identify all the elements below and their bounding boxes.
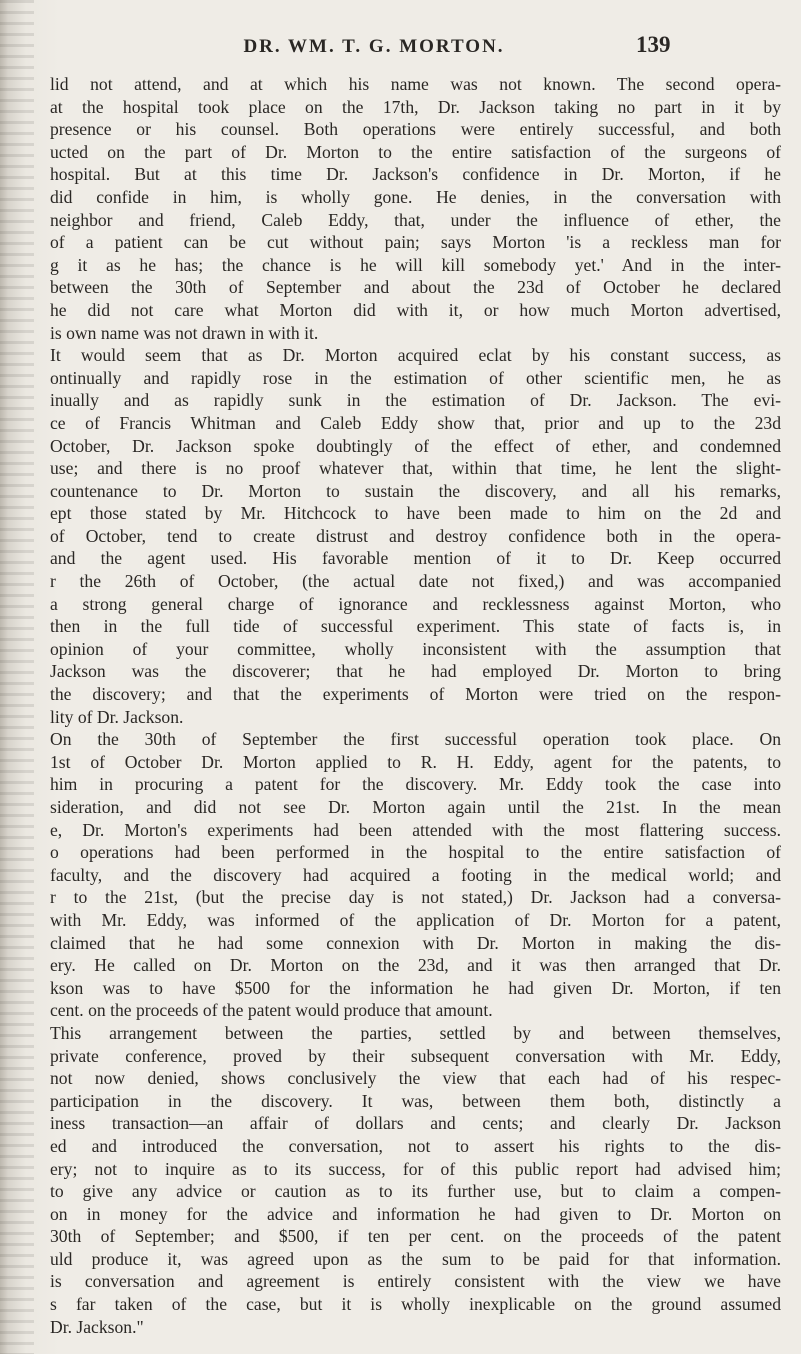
text-line: s far taken of the case, but it is wholly inexplicable on the ground assumed — [50, 1294, 781, 1315]
text-line: ery. He called on Dr. Morton on the 23d, and it was then arranged that Dr. — [50, 955, 781, 976]
text-line: e, Dr. Morton's experiments had been attended with the most flattering success. — [50, 819, 781, 840]
text-line: is own name was not drawn in with it. — [50, 322, 319, 343]
page-gutter-shadow — [0, 0, 34, 1354]
text-line: is conversation and agreement is entirely consistent with the view we have — [50, 1271, 781, 1292]
text-line: with Mr. Eddy, was informed of the application of Dr. Morton for a patent, — [50, 909, 781, 930]
text-line: inually and as rapidly sunk in the estimation of Dr. Jackson. The evi- — [50, 390, 781, 411]
text-line: Dr. Jackson." — [50, 1316, 144, 1337]
text-line: ontinually and rapidly rose in the estimation of other scientific men, he as — [50, 367, 781, 388]
text-line: he did not care what Morton did with it, or how much Morton advertised, — [50, 299, 781, 320]
text-line: neighbor and friend, Caleb Eddy, that, under the influence of ether, the — [50, 209, 781, 230]
text-line: not now denied, shows conclusively the view that each had of his respec- — [50, 1068, 781, 1089]
text-line: It would seem that as Dr. Morton acquired eclat by his constant success, as — [50, 345, 781, 366]
text-line: at the hospital took place on the 17th, Dr. Jackson taking no part in it by — [50, 96, 781, 117]
text-line: ept those stated by Mr. Hitchcock to have been made to him on the 2d and — [50, 503, 781, 524]
text-line: on in money for the advice and information he had given to Dr. Morton on — [50, 1203, 781, 1224]
text-line: lid not attend, and at which his name was not known. The second opera- — [50, 74, 781, 94]
text-line: ery; not to inquire as to its success, for of this public report had advised him; — [50, 1158, 781, 1179]
text-line: 1st of October Dr. Morton applied to R. H. Eddy, agent for the patents, to — [50, 751, 781, 772]
text-line: cent. on the proceeds of the patent would produce that amount. — [50, 1000, 493, 1021]
text-line: participation in the discovery. It was, between them both, distinctly a — [50, 1090, 781, 1111]
text-line: This arrangement between the parties, settled by and between themselves, — [50, 1022, 781, 1043]
text-line: sideration, and did not see Dr. Morton again until the 21st. In the mean — [50, 797, 781, 817]
text-line: r to the 21st, (but the precise day is not stated,) Dr. Jackson had a conversa- — [50, 887, 781, 908]
text-line: o operations had been performed in the hospital to the entire satisfaction of — [50, 842, 781, 863]
text-line: ucted on the part of Dr. Morton to the entire satisfaction of the surgeons of — [50, 141, 781, 162]
text-line: On the 30th of September the first successful operation took place. On — [50, 729, 781, 750]
text-line: countenance to Dr. Morton to sustain the discovery, and all his remarks, — [50, 480, 781, 501]
text-line: then in the full tide of successful experiment. This state of facts is, in — [50, 616, 781, 637]
text-line: claimed that he had some connexion with Dr. Morton in making the dis- — [50, 932, 781, 953]
text-line: October, Dr. Jackson spoke doubtingly of the effect of ether, and condemned — [50, 435, 781, 456]
text-line: ce of Francis Whitman and Caleb Eddy show that, prior and up to the 23d — [50, 412, 781, 433]
text-line: 30th of September; and $500, if ten per cent. on the proceeds of the patent — [50, 1226, 781, 1247]
text-line: him in procuring a patent for the discovery. Mr. Eddy took the case into — [50, 774, 781, 795]
text-line: of a patient can be cut without pain; says Morton 'is a reckless man for — [50, 232, 781, 253]
page-header — [0, 16, 801, 56]
text-line: faculty, and the discovery had acquired a footing in the medical world; and — [50, 864, 781, 885]
text-line: Jackson was the discoverer; that he had employed Dr. Morton to bring — [50, 661, 781, 682]
text-line: g it as he has; the chance is he will kill somebody yet.' And in the inter- — [50, 254, 781, 275]
text-line: hospital. But at this time Dr. Jackson's confidence in Dr. Morton, if he — [50, 164, 781, 185]
text-line: presence or his counsel. Both operations were entirely successful, and both — [50, 119, 781, 140]
text-line: between the 30th of September and about the 23d of October he declared — [50, 277, 781, 298]
text-line: to give any advice or caution as to its further use, but to claim a compen- — [50, 1181, 781, 1202]
text-line: private conference, proved by their subsequent conversation with Mr. Eddy, — [50, 1045, 781, 1066]
text-line: opinion of your committee, wholly inconsistent with the assumption that — [50, 638, 781, 659]
text-line: lity of Dr. Jackson. — [50, 706, 184, 727]
text-line: the discovery; and that the experiments of Morton were tried on the respon- — [50, 684, 781, 705]
running-head: DR. WM. T. G. MORTON. — [243, 36, 505, 57]
text-line: of October, tend to create distrust and destroy confidence both in the opera- — [50, 525, 781, 546]
text-line: iness transaction—an affair of dollars and cents; and clearly Dr. Jackson — [50, 1113, 781, 1134]
text-line: did confide in him, is wholly gone. He denies, in the conversation with — [50, 186, 781, 207]
text-line: ed and introduced the conversation, not to assert his rights to the dis- — [50, 1135, 781, 1156]
text-line: use; and there is no proof whatever that, within that time, he lent the slight- — [50, 458, 781, 479]
text-line: uld produce it, was agreed upon as the sum to be paid for that information. — [50, 1248, 781, 1269]
text-line: r the 26th of October, (the actual date not fixed,) and was accompanied — [50, 571, 781, 592]
text-line: and the agent used. His favorable mention of it to Dr. Keep occurred — [50, 548, 781, 569]
body-text — [50, 73, 781, 1338]
text-line: kson was to have $500 for the information he had given Dr. Morton, if ten — [50, 977, 781, 998]
page-number: 139 — [636, 32, 671, 57]
text-line: a strong general charge of ignorance and recklessness against Morton, who — [50, 593, 781, 614]
